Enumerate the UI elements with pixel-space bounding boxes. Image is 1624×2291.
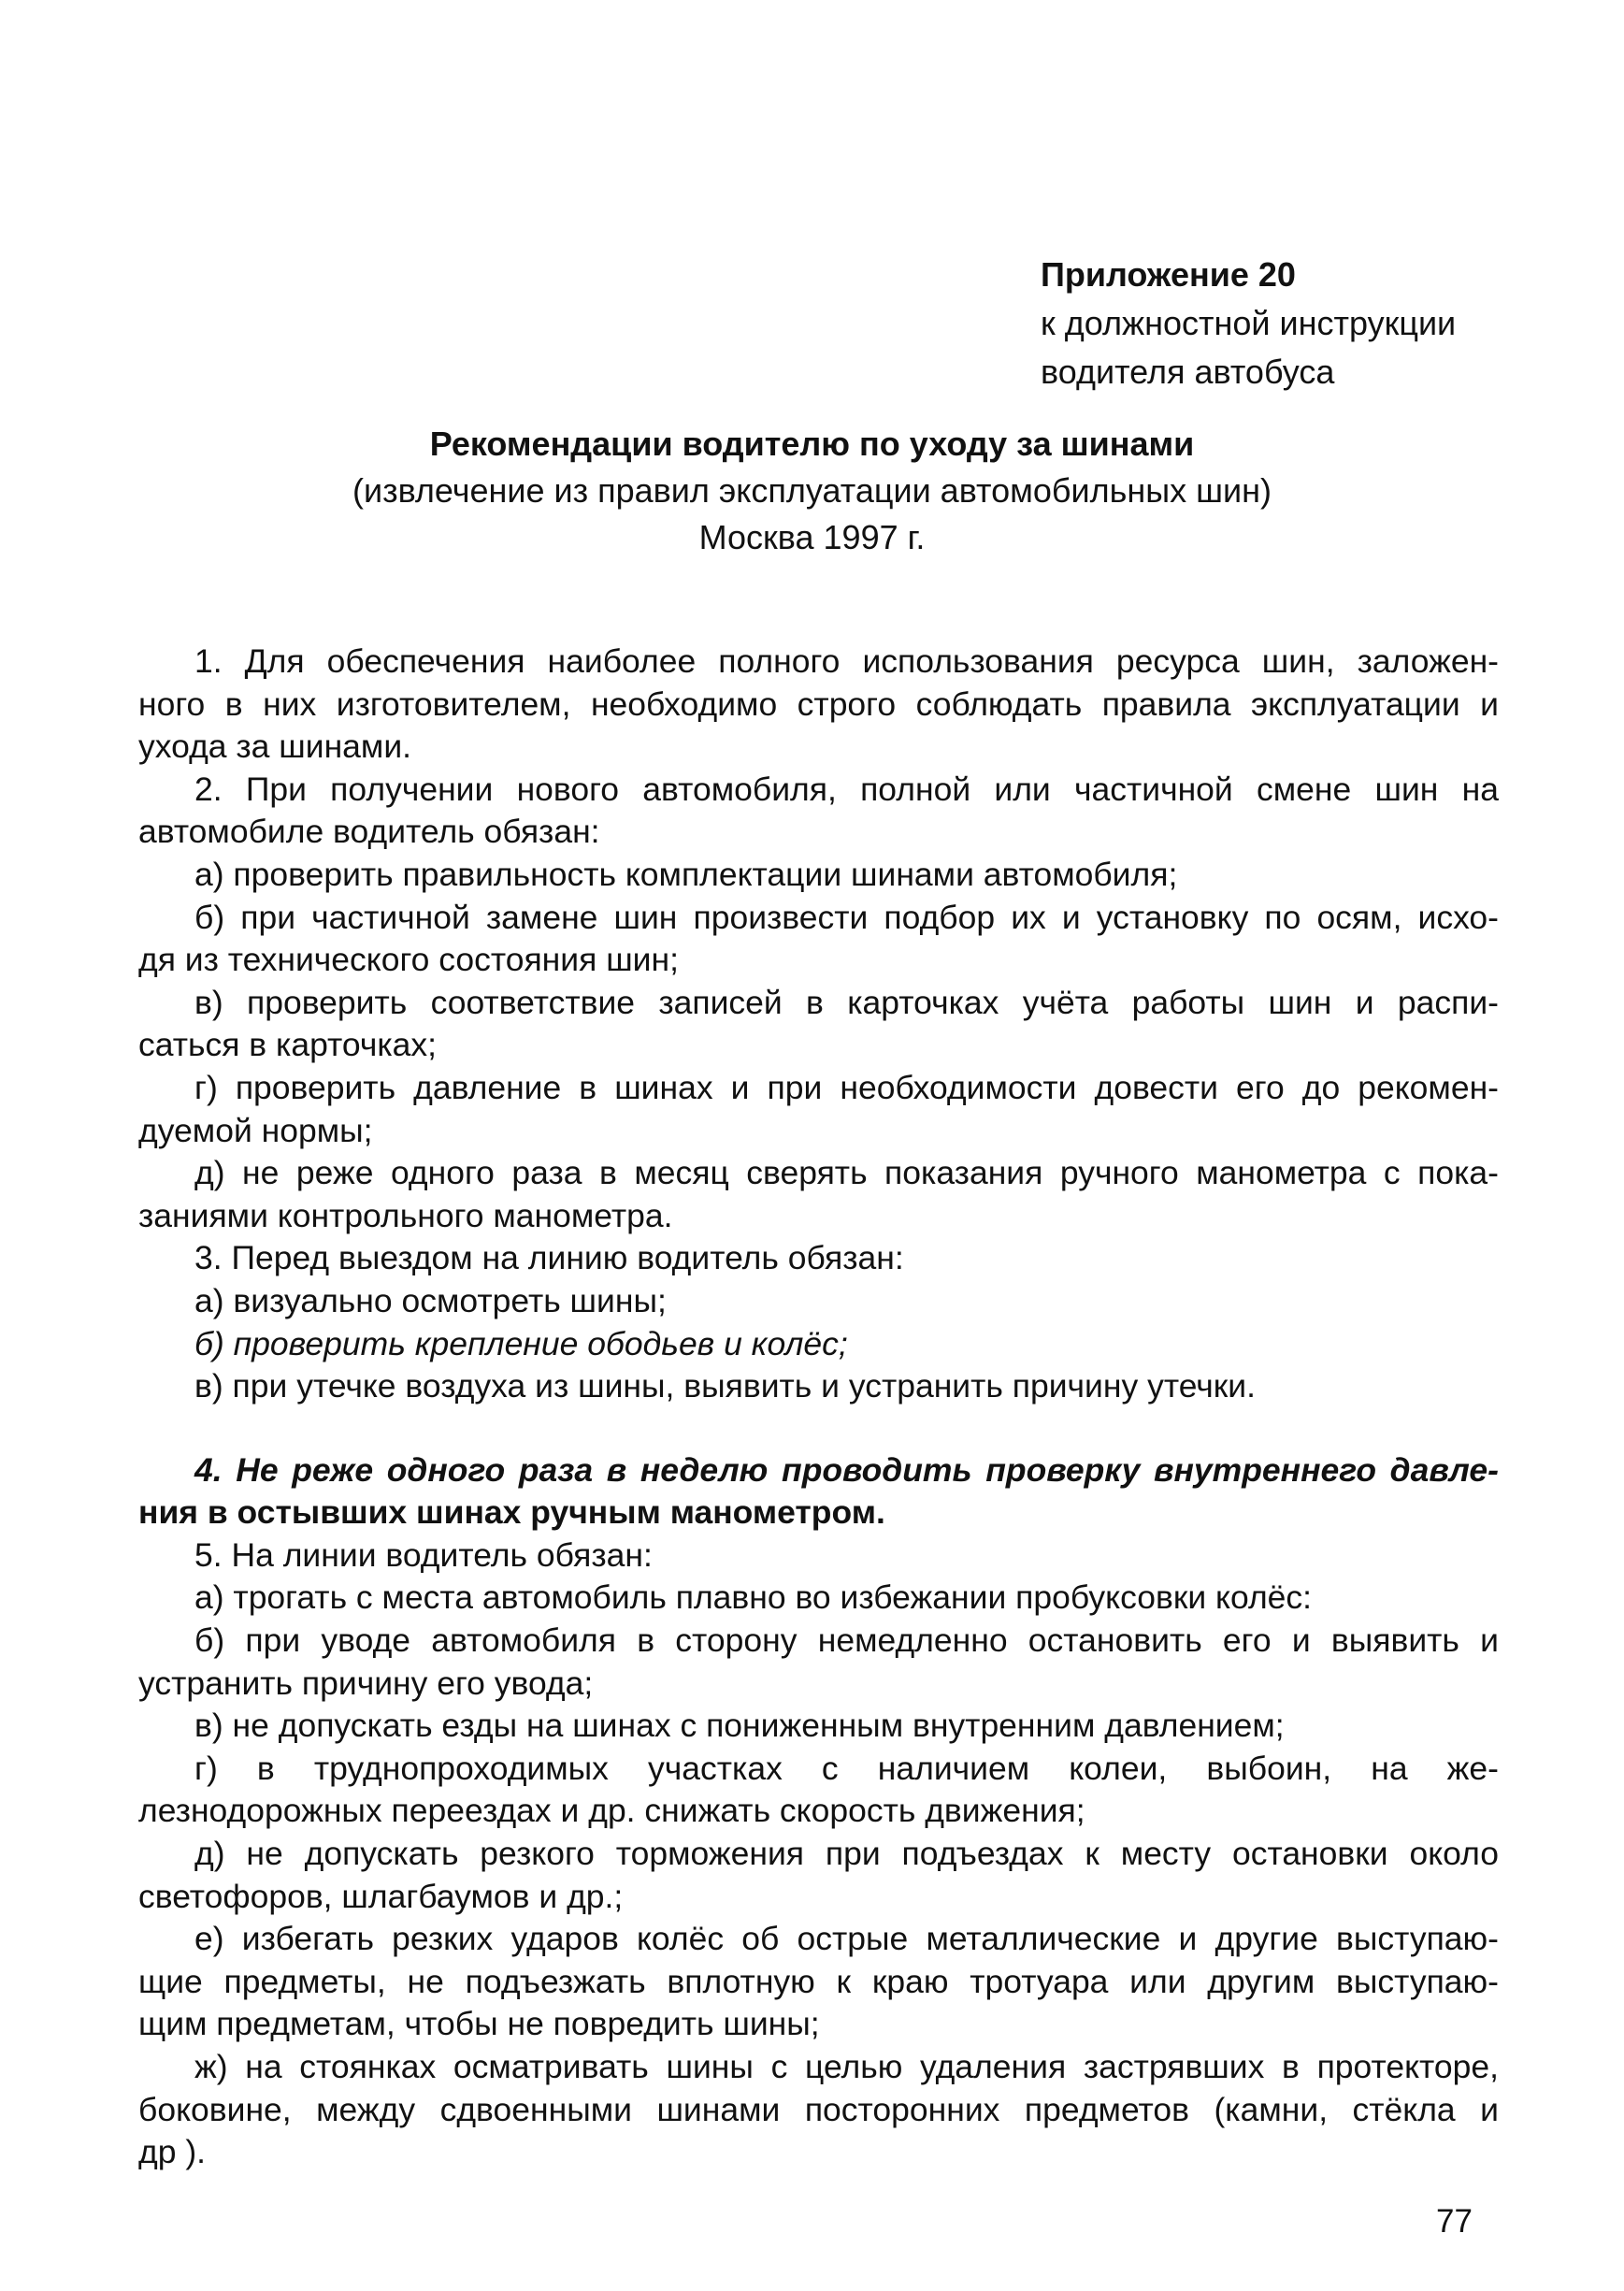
list-item-line: щие предметы, не подъезжать вплотную к краю тротуара или другим выступаю- [138,1962,1499,2000]
list-item-line: а) визуально осмотреть шины; [194,1281,667,1319]
appendix-line: к должностной инструкции [1041,304,1457,342]
paragraph-line: 5. На линии водитель обязан: [194,1535,653,1574]
appendix-note [1041,251,1456,396]
appendix-title: Приложение 20 [1041,255,1296,294]
list-item-line: лезнодорожных переездах и др. снижать скорость движения; [138,1792,1085,1830]
list-item-line: б) при частичной замене шин произвести подбор их и установку по осям, исхо- [194,898,1499,936]
list-item-line: а) проверить правильность комплектации шинами автомобиля; [194,855,1178,893]
document-title: Рекомендации водителю по уходу за шинами [429,425,1195,463]
list-item-line: щим предметам, чтобы не повредить шины; [138,2005,820,2043]
list-item-line: е) избегать резких ударов колёс об острые металлические и другие выступаю- [194,1920,1499,1958]
list-item-line: д) не допускать резкого торможения при подъездах к месту остановки около [194,1835,1499,1873]
document-body [138,641,1499,2174]
list-item-line: в) проверить соответствие записей в карточках учёта работы шин и распи- [194,983,1499,1021]
paragraph-line: ухода за шинами. [138,728,412,766]
list-item-line: г) в труднопроходимых участках с наличием колеи, выбоин, на же- [194,1749,1499,1787]
list-item-line: в) при утечке воздуха из шины, выявить и устранить причину утечки. [194,1367,1256,1405]
list-item-line: б) проверить крепление ободьев и колёс; [194,1324,848,1362]
paragraph-line: ния в остывших шинах ручным манометром. [138,1493,885,1532]
page-number: 77 [1436,2203,1473,2240]
list-item-line: ж) на стоянках осматривать шины с целью удаления застрявших в протекторе, [194,2048,1499,2085]
list-item-line: б) при уводе автомобиля в сторону немедленно остановить его и выявить и [194,1621,1499,1660]
list-item-line: светофоров, шлагбаумов и др.; [138,1877,624,1915]
list-item-line: а) трогать с места автомобиль плавно во избежании пробуксовки колёс: [194,1578,1313,1617]
list-item-line: в) не допускать езды на шинах с пониженным внутренним давлением; [194,1707,1285,1745]
document-heading [0,421,1624,561]
appendix-line: водителя автобуса [1041,353,1335,391]
list-item-line: саться в карточках; [138,1026,438,1064]
list-item-line: устранить причину его увода; [138,1664,594,1702]
document-place-year: Москва 1997 г. [698,518,926,556]
list-item-line: г) проверить давление в шинах и при необходимости довести его до рекомен- [194,1068,1499,1106]
paragraph-line: автомобиле водитель обязан: [138,813,600,851]
paragraph-line: 3. Перед выездом на линию водитель обязан: [194,1239,904,1277]
paragraph-line: 1. Для обеспечения наиболее полного использования ресурса шин, заложен- [194,642,1499,680]
list-item-line: д) не реже одного раза в месяц сверять показания ручного манометра с пока- [194,1154,1499,1192]
list-item-line: дуемой нормы; [138,1111,373,1149]
list-item-line: др ). [138,2133,207,2171]
paragraph-line: 2. При получении нового автомобиля, полной или частичной смене шин на [194,770,1499,808]
list-item-line: заниями контрольного манометра. [138,1196,673,1234]
paragraph-line: 4. Не реже одного раза в неделю проводить проверку внутреннего давле- [194,1450,1499,1489]
list-item-line: боковине, между сдвоенными шинами посторонних предметов (камни, стёкла и [138,2090,1499,2128]
paragraph-gap [138,1408,1499,1449]
list-item-line: дя из технического состояния шин; [138,941,679,979]
paragraph-line: ного в них изготовителем, необходимо строго соблюдать правила эксплуатации и [138,684,1499,723]
document-subtitle: (извлечение из правил эксплуатации автомобильных шин) [352,471,1272,510]
